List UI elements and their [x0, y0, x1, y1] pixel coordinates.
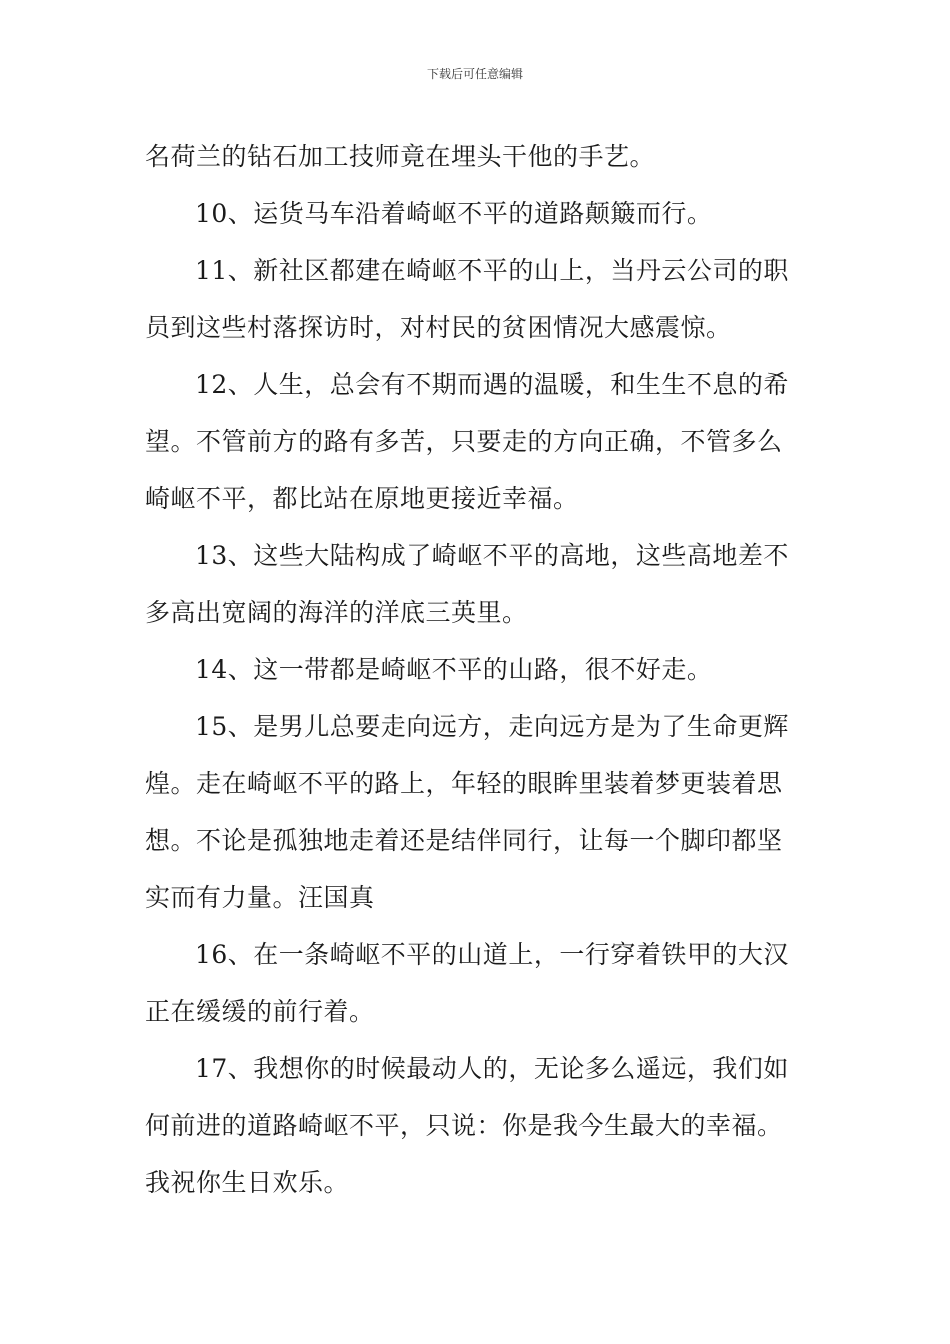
- text-line: 12、人生，总会有不期而遇的温暖，和生生不息的希: [195, 370, 789, 399]
- text-line: 何前进的道路崎岖不平，只说：你是我今生最大的幸福。: [145, 1111, 783, 1140]
- text-line: 13、这些大陆构成了崎岖不平的高地，这些高地差不: [195, 541, 789, 570]
- text-line: 我祝你生日欢乐。: [145, 1168, 350, 1197]
- paragraph: [145, 128, 807, 185]
- paragraph: [145, 641, 807, 698]
- paragraph: [145, 527, 807, 641]
- text-line: 17、我想你的时候最动人的，无论多么遥远，我们如: [195, 1054, 789, 1083]
- text-line: 望。不管前方的路有多苦，只要走的方向正确，不管多么: [145, 427, 783, 456]
- text-line: 16、在一条崎岖不平的山道上，一行穿着铁甲的大汉: [195, 940, 789, 969]
- text-line: 想。不论是孤独地走着还是结伴同行，让每一个脚印都坚: [145, 826, 783, 855]
- document-body: [145, 128, 807, 1211]
- page-header: 下载后可任意编辑: [426, 67, 523, 81]
- text-line: 崎岖不平，都比站在原地更接近幸福。: [145, 484, 579, 513]
- text-line: 员到这些村落探访时，对村民的贫困情况大感震惊。: [145, 313, 732, 342]
- paragraph: [145, 185, 807, 242]
- paragraph: [145, 356, 807, 527]
- text-line: 实而有力量。汪国真: [145, 883, 375, 912]
- text-line: 15、是男儿总要走向远方，走向远方是为了生命更辉: [195, 712, 789, 741]
- paragraph: [145, 698, 807, 926]
- text-line: 名荷兰的钻石加工技师竟在埋头干他的手艺。: [145, 142, 656, 171]
- text-line: 煌。走在崎岖不平的路上，年轻的眼眸里装着梦更装着思: [145, 769, 783, 798]
- text-line: 多高出宽阔的海洋的洋底三英里。: [145, 598, 528, 627]
- text-line: 正在缓缓的前行着。: [145, 997, 375, 1026]
- paragraph: [145, 926, 807, 1040]
- text-line: 14、这一带都是崎岖不平的山路，很不好走。: [195, 655, 713, 684]
- text-line: 10、运货马车沿着崎岖不平的道路颠簸而行。: [195, 199, 713, 228]
- paragraph: [145, 1040, 807, 1211]
- text-line: 11、新社区都建在崎岖不平的山上，当丹云公司的职: [195, 256, 789, 285]
- paragraph: [145, 242, 807, 356]
